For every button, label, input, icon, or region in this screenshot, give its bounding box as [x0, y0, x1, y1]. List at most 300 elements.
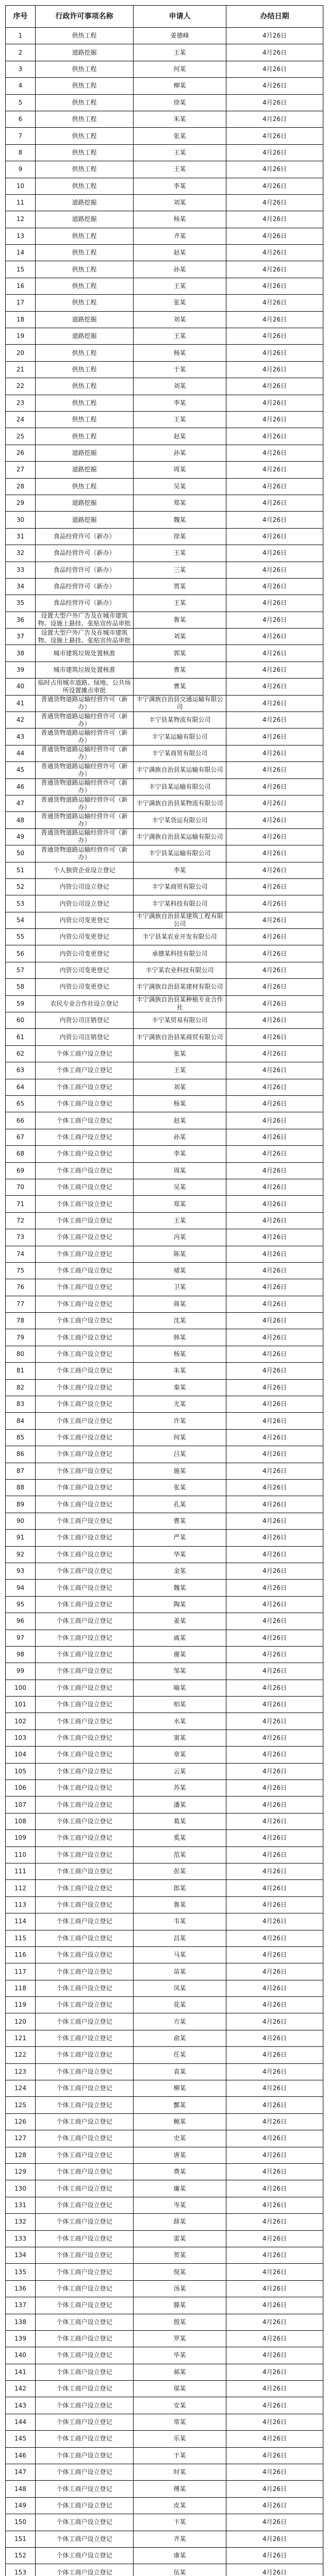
table-row [6, 728, 323, 745]
cell-permit-item: 普通货物道路运输经营许可（新办） [36, 712, 134, 728]
cell-permit-item: 个体工商户设立登记 [36, 2431, 134, 2447]
cell-applicant: 赵某 [134, 245, 226, 261]
cell-completion-date: 4月26日 [226, 645, 323, 662]
table-row [6, 912, 323, 928]
cell-permit-item: 供热工程 [36, 345, 134, 361]
cell-permit-item: 普通货物道路运输经营许可（新办） [36, 745, 134, 761]
cell-index: 139 [6, 2330, 36, 2347]
table-row [6, 1946, 323, 1963]
cell-applicant: 贺某 [134, 2247, 226, 2263]
cell-index: 90 [6, 1513, 36, 1529]
cell-applicant: 姜某 [134, 1613, 226, 1630]
cell-completion-date: 4月26日 [226, 1963, 323, 1980]
cell-completion-date: 4月26日 [226, 1129, 323, 1145]
cell-applicant: 皮某 [134, 2497, 226, 2514]
cell-index: 41 [6, 695, 36, 711]
cell-permit-item: 个体工商户设立登记 [36, 1663, 134, 1680]
cell-index: 82 [6, 1379, 36, 1396]
cell-completion-date: 4月26日 [226, 1813, 323, 1829]
table-row [6, 1246, 323, 1262]
cell-permit-item: 供热工程 [36, 128, 134, 144]
cell-completion-date: 4月26日 [226, 1613, 323, 1630]
cell-completion-date: 4月26日 [226, 1730, 323, 1746]
cell-index: 21 [6, 361, 36, 378]
cell-completion-date: 4月26日 [226, 2547, 323, 2564]
cell-index: 13 [6, 228, 36, 244]
cell-applicant: 王某 [134, 278, 226, 294]
cell-applicant: 柳某 [134, 78, 226, 94]
cell-applicant: 曹某 [134, 679, 226, 695]
cell-applicant: 朱某 [134, 111, 226, 127]
table-row [6, 2347, 323, 2364]
cell-permit-item: 食品经营许可（新办） [36, 562, 134, 578]
cell-permit-item: 道路挖掘 [36, 311, 134, 328]
cell-applicant: 许某 [134, 1413, 226, 1429]
cell-index: 25 [6, 428, 36, 445]
table-row [6, 361, 323, 378]
table-row [6, 2397, 323, 2414]
cell-applicant: 俞某 [134, 2030, 226, 2046]
cell-permit-item: 个体工商户设立登记 [36, 1613, 134, 1630]
cell-permit-item: 个体工商户设立登记 [36, 2447, 134, 2464]
cell-index: 34 [6, 578, 36, 595]
cell-permit-item: 个体工商户设立登记 [36, 1496, 134, 1513]
cell-index: 5 [6, 94, 36, 111]
cell-completion-date: 4月26日 [226, 2414, 323, 2430]
cell-index: 147 [6, 2464, 36, 2481]
cell-index: 103 [6, 1730, 36, 1746]
cell-completion-date: 4月26日 [226, 1463, 323, 1479]
cell-permit-item: 普通货物道路运输经营许可（新办） [36, 845, 134, 862]
cell-index: 145 [6, 2431, 36, 2447]
cell-permit-item: 个体工商户设立登记 [36, 1747, 134, 1763]
table-row [6, 1563, 323, 1579]
cell-applicant: 吕某 [134, 1446, 226, 1463]
cell-applicant: 周某 [134, 462, 226, 478]
cell-permit-item: 个体工商户设立登记 [36, 1413, 134, 1429]
cell-index: 17 [6, 295, 36, 311]
cell-completion-date: 4月26日 [226, 1997, 323, 2013]
cell-completion-date: 4月26日 [226, 1262, 323, 1279]
cell-index: 27 [6, 462, 36, 478]
cell-applicant: 奚某 [134, 1830, 226, 1846]
cell-index: 46 [6, 778, 36, 795]
cell-completion-date: 4月26日 [226, 111, 323, 127]
cell-completion-date: 4月26日 [226, 1830, 323, 1846]
cell-index: 37 [6, 629, 36, 645]
cell-permit-item: 个体工商户设立登记 [36, 1329, 134, 1346]
cell-index: 121 [6, 2030, 36, 2046]
cell-applicant: 苏某 [134, 1780, 226, 1797]
cell-completion-date: 4月26日 [226, 211, 323, 228]
cell-permit-item: 道路挖掘 [36, 462, 134, 478]
table-row [6, 2297, 323, 2314]
cell-completion-date: 4月26日 [226, 161, 323, 178]
cell-permit-item: 普通货物道路运输经营许可（新办） [36, 812, 134, 828]
table-row [6, 1763, 323, 1780]
cell-applicant: 孙某 [134, 1129, 226, 1145]
cell-applicant: 彭某 [134, 1863, 226, 1879]
cell-completion-date: 4月26日 [226, 1029, 323, 1045]
cell-index: 123 [6, 2063, 36, 2080]
cell-applicant: 王某 [134, 144, 226, 161]
cell-applicant: 魏某 [134, 512, 226, 528]
cell-completion-date: 4月26日 [226, 1680, 323, 1696]
cell-completion-date: 4月26日 [226, 1363, 323, 1379]
cell-permit-item: 个体工商户设立登记 [36, 1396, 134, 1413]
cell-completion-date: 4月26日 [226, 2247, 323, 2263]
cell-completion-date: 4月26日 [226, 1697, 323, 1713]
table-row [6, 2364, 323, 2380]
cell-completion-date: 4月26日 [226, 1913, 323, 1930]
cell-completion-date: 4月26日 [226, 245, 323, 261]
cell-applicant: 卞某 [134, 2514, 226, 2531]
cell-index: 106 [6, 1780, 36, 1797]
cell-applicant: 孙某 [134, 261, 226, 278]
cell-index: 140 [6, 2347, 36, 2364]
cell-completion-date: 4月26日 [226, 2280, 323, 2297]
cell-permit-item: 设置大型户外广告及在城市建筑物、设施上悬挂、张贴宣传品审批 [36, 612, 134, 628]
table-row [6, 2047, 323, 2063]
table-row [6, 1596, 323, 1613]
cell-index: 10 [6, 178, 36, 194]
cell-applicant: 谢某 [134, 1646, 226, 1663]
cell-completion-date: 4月26日 [226, 2481, 323, 2497]
cell-index: 77 [6, 1296, 36, 1312]
cell-permit-item: 个体工商户设立登记 [36, 1980, 134, 1996]
table-row [6, 1179, 323, 1195]
cell-completion-date: 4月26日 [226, 712, 323, 728]
cell-index: 124 [6, 2080, 36, 2097]
permit-table [5, 5, 323, 2576]
cell-permit-item: 个体工商户设立登记 [36, 1797, 134, 1813]
cell-completion-date: 4月26日 [226, 512, 323, 528]
cell-permit-item: 个人独资企业设立登记 [36, 862, 134, 878]
cell-applicant: 鲍某 [134, 2113, 226, 2130]
cell-index: 43 [6, 728, 36, 745]
cell-permit-item: 道路挖掘 [36, 44, 134, 61]
cell-applicant: 丰宁县某运输有限公司 [134, 845, 226, 862]
table-row [6, 2464, 323, 2481]
cell-index: 129 [6, 2164, 36, 2180]
table-row [6, 1162, 323, 1179]
cell-permit-item: 个体工商户设立登记 [36, 1262, 134, 1279]
cell-applicant: 章某 [134, 1747, 226, 1763]
cell-permit-item: 内资公司变更登记 [36, 945, 134, 962]
cell-completion-date: 4月26日 [226, 2080, 323, 2097]
table-row [6, 2280, 323, 2297]
cell-permit-item: 个体工商户设立登记 [36, 2514, 134, 2531]
cell-applicant: 方某 [134, 2013, 226, 2030]
cell-completion-date: 4月26日 [226, 912, 323, 928]
cell-permit-item: 个体工商户设立登记 [36, 2164, 134, 2180]
table-row [6, 2531, 323, 2547]
cell-applicant: 康某 [134, 2547, 226, 2564]
cell-index: 18 [6, 311, 36, 328]
cell-permit-item: 食品经营许可（新办） [36, 528, 134, 545]
table-row [6, 278, 323, 294]
cell-completion-date: 4月26日 [226, 2197, 323, 2213]
cell-permit-item: 供热工程 [36, 178, 134, 194]
cell-permit-item: 个体工商户设立登记 [36, 2080, 134, 2097]
table-row [6, 1146, 323, 1162]
cell-completion-date: 4月26日 [226, 778, 323, 795]
cell-permit-item: 供热工程 [36, 428, 134, 445]
cell-applicant: 丰宁满族自治县某建筑工程有限公司 [134, 912, 226, 928]
cell-completion-date: 4月26日 [226, 28, 323, 44]
cell-applicant: 王某 [134, 1212, 226, 1229]
cell-index: 114 [6, 1913, 36, 1930]
cell-permit-item: 供热工程 [36, 61, 134, 77]
table-row [6, 845, 323, 862]
cell-index: 86 [6, 1446, 36, 1463]
table-row [6, 78, 323, 94]
cell-applicant: 王某 [134, 411, 226, 428]
cell-index: 108 [6, 1813, 36, 1829]
cell-permit-item: 道路挖掘 [36, 194, 134, 211]
table-row [6, 2013, 323, 2030]
cell-applicant: 丰宁某贸易有限公司 [134, 1012, 226, 1029]
cell-permit-item: 个体工商户设立登记 [36, 2330, 134, 2347]
cell-applicant: 丰宁满族自治县交通运输有限公司 [134, 695, 226, 711]
cell-completion-date: 4月26日 [226, 228, 323, 244]
cell-index: 137 [6, 2297, 36, 2314]
cell-permit-item: 个体工商户设立登记 [36, 1096, 134, 1112]
cell-applicant: 傅某 [134, 2481, 226, 2497]
cell-completion-date: 4月26日 [226, 828, 323, 845]
table-row [6, 2314, 323, 2330]
cell-permit-item: 道路挖掘 [36, 211, 134, 228]
table-row [6, 178, 323, 194]
cell-permit-item: 个体工商户设立登记 [36, 1246, 134, 1262]
cell-permit-item: 个体工商户设立登记 [36, 1479, 134, 1496]
table-row [6, 962, 323, 978]
table-row [6, 245, 323, 261]
table-row [6, 94, 323, 111]
cell-applicant: 丰宁满族自治县某建材有限公司 [134, 979, 226, 995]
cell-applicant: 于某 [134, 361, 226, 378]
table-row [6, 1680, 323, 1696]
cell-applicant: 魏某 [134, 1580, 226, 1596]
cell-index: 80 [6, 1346, 36, 1362]
cell-completion-date: 4月26日 [226, 2314, 323, 2330]
table-row [6, 862, 323, 878]
cell-applicant: 丰宁满族自治县某种植专业合作社 [134, 995, 226, 1012]
cell-completion-date: 4月26日 [226, 1596, 323, 1613]
cell-applicant: 滕某 [134, 2297, 226, 2314]
cell-permit-item: 内资公司变更登记 [36, 929, 134, 945]
cell-completion-date: 4月26日 [226, 2381, 323, 2397]
cell-index: 6 [6, 111, 36, 127]
table-row [6, 328, 323, 345]
cell-permit-item: 个体工商户设立登记 [36, 2113, 134, 2130]
cell-completion-date: 4月26日 [226, 2097, 323, 2113]
cell-permit-item: 个体工商户设立登记 [36, 2381, 134, 2397]
table-row [6, 1229, 323, 1246]
cell-index: 56 [6, 945, 36, 962]
table-row [6, 1913, 323, 1930]
cell-index: 33 [6, 562, 36, 578]
cell-index: 119 [6, 1997, 36, 2013]
cell-applicant: 王某 [134, 595, 226, 612]
cell-completion-date: 4月26日 [226, 1479, 323, 1496]
cell-completion-date: 4月26日 [226, 1012, 323, 1029]
table-row [6, 1396, 323, 1413]
cell-completion-date: 4月26日 [226, 679, 323, 695]
cell-completion-date: 4月26日 [226, 595, 323, 612]
cell-completion-date: 4月26日 [226, 1146, 323, 1162]
cell-completion-date: 4月26日 [226, 1246, 323, 1262]
cell-permit-item: 个体工商户设立登记 [36, 1196, 134, 1212]
cell-completion-date: 4月26日 [226, 2130, 323, 2147]
cell-completion-date: 4月26日 [226, 578, 323, 595]
cell-applicant: 褚某 [134, 1262, 226, 1279]
cell-permit-item: 个体工商户设立登记 [36, 2297, 134, 2314]
table-row [6, 1363, 323, 1379]
cell-index: 55 [6, 929, 36, 945]
cell-completion-date: 4月26日 [226, 1580, 323, 1596]
cell-completion-date: 4月26日 [226, 979, 323, 995]
cell-permit-item: 个体工商户设立登记 [36, 1463, 134, 1479]
cell-permit-item: 个体工商户设立登记 [36, 1763, 134, 1780]
cell-permit-item: 个体工商户设立登记 [36, 1713, 134, 1730]
cell-applicant: 刘某 [134, 311, 226, 328]
table-row [6, 1079, 323, 1095]
cell-completion-date: 4月26日 [226, 345, 323, 361]
table-row [6, 2030, 323, 2046]
cell-applicant: 史某 [134, 2130, 226, 2147]
cell-applicant: 丰宁满族自治县某运输有限公司 [134, 762, 226, 778]
table-row [6, 2197, 323, 2213]
cell-completion-date: 4月26日 [226, 78, 323, 94]
cell-permit-item: 个体工商户设立登记 [36, 1146, 134, 1162]
cell-completion-date: 4月26日 [226, 2063, 323, 2080]
cell-permit-item: 城市建筑垃圾处置核准 [36, 662, 134, 678]
cell-permit-item: 普通货物道路运输经营许可（新办） [36, 828, 134, 845]
table-row [6, 1012, 323, 1029]
cell-index: 28 [6, 478, 36, 495]
cell-permit-item: 内资公司变更登记 [36, 962, 134, 978]
cell-permit-item: 个体工商户设立登记 [36, 2097, 134, 2113]
cell-applicant: 丰宁某科技有限公司 [134, 895, 226, 912]
cell-index: 2 [6, 44, 36, 61]
table-row [6, 44, 323, 61]
cell-permit-item: 个体工商户设立登记 [36, 2147, 134, 2163]
cell-completion-date: 4月26日 [226, 1112, 323, 1129]
table-row [6, 161, 323, 178]
cell-index: 122 [6, 2047, 36, 2063]
cell-completion-date: 4月26日 [226, 1379, 323, 1396]
cell-index: 15 [6, 261, 36, 278]
cell-index: 48 [6, 812, 36, 828]
cell-index: 98 [6, 1646, 36, 1663]
cell-index: 22 [6, 378, 36, 395]
cell-permit-item: 个体工商户设立登记 [36, 2247, 134, 2263]
table-row [6, 2564, 323, 2576]
cell-completion-date: 4月26日 [226, 44, 323, 61]
cell-permit-item: 个体工商户设立登记 [36, 2464, 134, 2481]
cell-index: 62 [6, 1045, 36, 1062]
cell-permit-item: 个体工商户设立登记 [36, 2280, 134, 2297]
cell-permit-item: 食品经营许可（新办） [36, 545, 134, 562]
cell-index: 111 [6, 1863, 36, 1879]
cell-index: 142 [6, 2381, 36, 2397]
cell-applicant: 张某 [134, 1045, 226, 1062]
cell-index: 78 [6, 1313, 36, 1329]
table-row [6, 1379, 323, 1396]
cell-permit-item: 个体工商户设立登记 [36, 2564, 134, 2576]
table-row [6, 1129, 323, 1145]
table-row [6, 1029, 323, 1045]
cell-permit-item: 个体工商户设立登记 [36, 1697, 134, 1713]
cell-index: 9 [6, 161, 36, 178]
cell-index: 101 [6, 1697, 36, 1713]
cell-applicant: 戚某 [134, 1630, 226, 1646]
cell-applicant: 沈某 [134, 1313, 226, 1329]
cell-completion-date: 4月26日 [226, 528, 323, 545]
cell-completion-date: 4月26日 [226, 2164, 323, 2180]
cell-index: 146 [6, 2447, 36, 2464]
cell-permit-item: 普通货物道路运输经营许可（新办） [36, 778, 134, 795]
cell-index: 150 [6, 2514, 36, 2531]
cell-permit-item: 个体工商户设立登记 [36, 1580, 134, 1596]
cell-index: 72 [6, 1212, 36, 1229]
cell-completion-date: 4月26日 [226, 2013, 323, 2030]
cell-completion-date: 4月26日 [226, 478, 323, 495]
table-row [6, 2264, 323, 2280]
table-row [6, 1730, 323, 1746]
table-row [6, 878, 323, 895]
cell-completion-date: 4月26日 [226, 1313, 323, 1329]
cell-index: 131 [6, 2197, 36, 2213]
cell-index: 130 [6, 2180, 36, 2197]
table-row [6, 679, 323, 695]
table-row [6, 1496, 323, 1513]
cell-permit-item: 个体工商户设立登记 [36, 1813, 134, 1829]
table-row [6, 745, 323, 761]
cell-index: 4 [6, 78, 36, 94]
cell-applicant: 王某 [134, 545, 226, 562]
cell-applicant: 孔某 [134, 1496, 226, 1513]
cell-completion-date: 4月26日 [226, 1346, 323, 1362]
cell-permit-item: 个体工商户设立登记 [36, 2497, 134, 2514]
cell-permit-item: 个体工商户设立登记 [36, 1363, 134, 1379]
cell-index: 141 [6, 2364, 36, 2380]
cell-completion-date: 4月26日 [226, 1062, 323, 1079]
cell-index: 54 [6, 912, 36, 928]
cell-applicant: 秦某 [134, 1379, 226, 1396]
cell-applicant: 周某 [134, 1162, 226, 1179]
cell-completion-date: 4月26日 [226, 1396, 323, 1413]
cell-applicant: 丰宁满族自治县某物流有限公司 [134, 795, 226, 811]
cell-index: 107 [6, 1797, 36, 1813]
cell-applicant: 伍某 [134, 2564, 226, 2576]
table-row [6, 2497, 323, 2514]
table-row [6, 2080, 323, 2097]
table-row [6, 445, 323, 461]
cell-completion-date: 4月26日 [226, 745, 323, 761]
cell-completion-date: 4月26日 [226, 378, 323, 395]
cell-index: 104 [6, 1747, 36, 1763]
cell-permit-item: 个体工商户设立登记 [36, 1045, 134, 1062]
cell-permit-item: 个体工商户设立登记 [36, 1179, 134, 1195]
cell-permit-item: 个体工商户设立登记 [36, 1530, 134, 1546]
cell-completion-date: 4月26日 [226, 395, 323, 411]
cell-permit-item: 供热工程 [36, 478, 134, 495]
table-row [6, 411, 323, 428]
cell-permit-item: 个体工商户设立登记 [36, 2197, 134, 2213]
table-row [6, 1646, 323, 1663]
